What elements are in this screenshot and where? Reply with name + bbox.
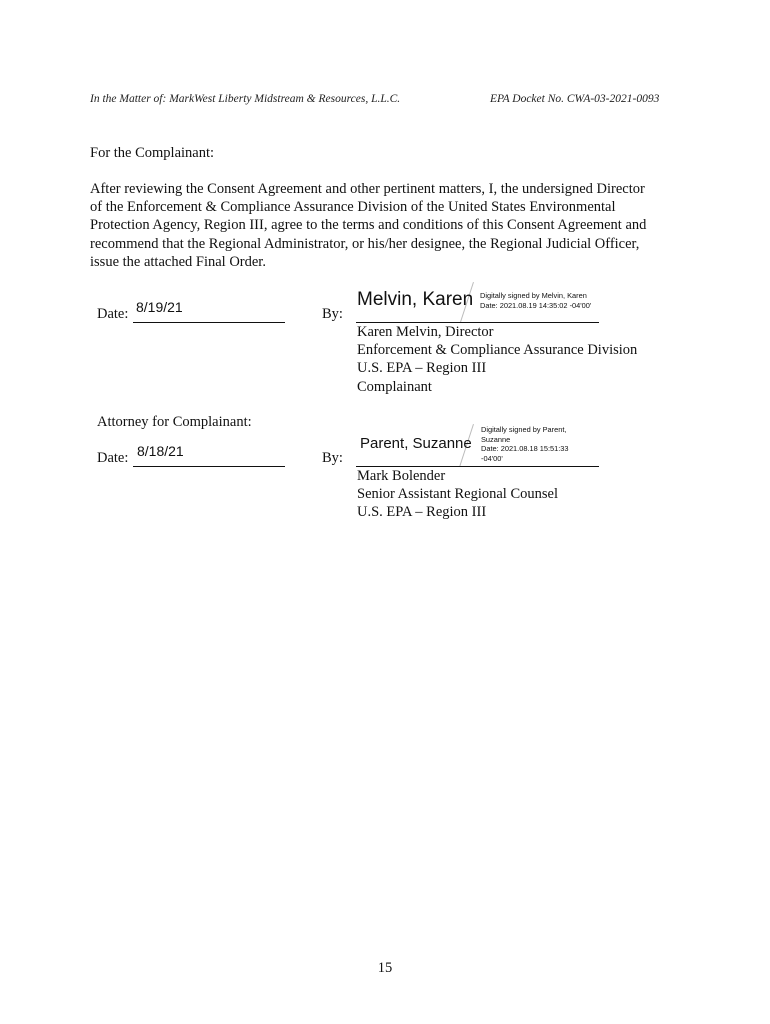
digital-signature-line: -04'00' — [481, 453, 503, 463]
date-value-1: 8/19/21 — [136, 299, 183, 315]
signatory-line: U.S. EPA – Region III — [357, 360, 487, 377]
digital-signature-2 — [481, 425, 569, 463]
attorney-label: Attorney for Complainant: — [97, 414, 252, 430]
page-number: 15 — [377, 960, 393, 976]
body-line: of the Enforcement & Compliance Assurance Division of the United States Environmental — [90, 199, 616, 216]
signatory-block-1 — [357, 323, 637, 396]
signatory-line: U.S. EPA – Region III — [357, 504, 487, 521]
signatory-line: Senior Assistant Regional Counsel — [357, 486, 558, 503]
date-value-2: 8/18/21 — [137, 443, 184, 459]
signatory-line: Complainant — [357, 378, 432, 395]
digital-signature-1 — [480, 291, 591, 310]
body-line: issue the attached Final Order. — [90, 253, 266, 270]
signed-name-1: Melvin, Karen — [357, 289, 474, 310]
signatory-line: Karen Melvin, Director — [357, 324, 494, 340]
body-line: After reviewing the Consent Agreement and other pertinent matters, I, the undersigned Director — [90, 181, 645, 197]
digital-signature-line: Digitally signed by Parent, — [481, 425, 567, 434]
digital-signature-line: Date: 2021.08.19 14:35:02 -04'00' — [480, 300, 592, 310]
signatory-block-2 — [357, 467, 558, 522]
digital-signature-line: Digitally signed by Melvin, Karen — [480, 291, 587, 300]
date-label-2: Date: — [97, 450, 129, 466]
header-docket: EPA Docket No. CWA-03-2021-0093 — [490, 93, 660, 105]
date-label-1: Date: — [97, 306, 129, 322]
date-line-2 — [133, 466, 285, 467]
date-line-1 — [133, 322, 285, 323]
body-paragraph — [90, 180, 690, 271]
signatory-line: Mark Bolender — [357, 468, 446, 484]
signatory-line: Enforcement & Compliance Assurance Division — [357, 342, 638, 359]
by-label-2: By: — [322, 450, 343, 466]
digital-signature-line: Date: 2021.08.18 15:51:33 — [481, 444, 569, 453]
by-label-1: By: — [322, 306, 343, 322]
header-matter: In the Matter of: MarkWest Liberty Midstream & Resources, L.L.C. — [90, 93, 401, 105]
signed-name-2: Parent, Suzanne — [360, 435, 472, 452]
body-line: recommend that the Regional Administrator, or his/her designee, the Regional Judicial Officer, — [90, 235, 640, 252]
body-line: Protection Agency, Region III, agree to the terms and conditions of this Consent Agreement and — [90, 217, 647, 234]
digital-signature-line: Suzanne — [481, 434, 511, 444]
complainant-label: For the Complainant: — [90, 145, 215, 161]
